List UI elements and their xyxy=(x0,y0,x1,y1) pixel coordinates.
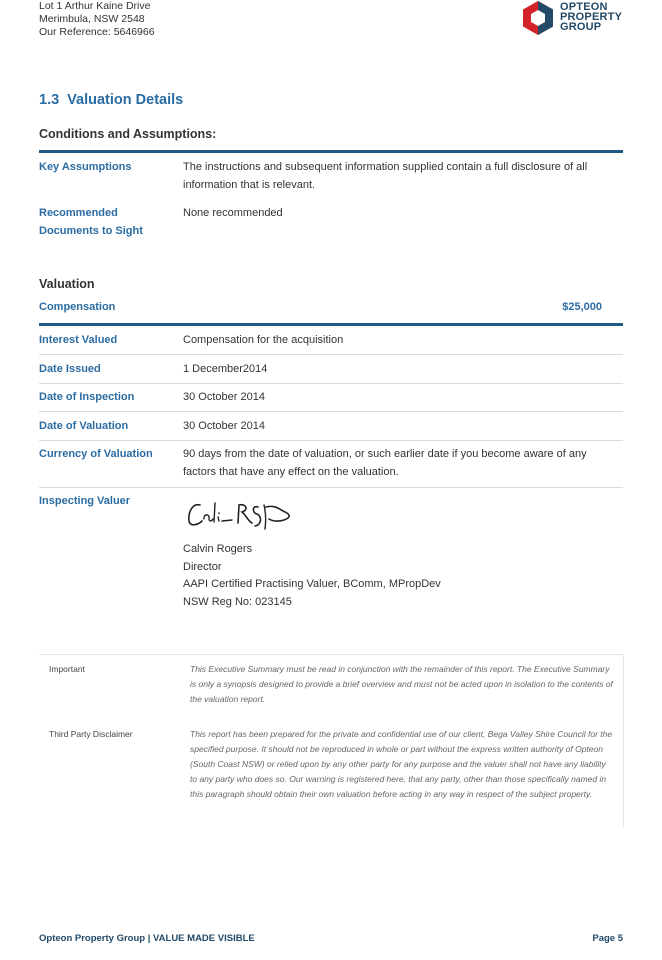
logo-line-3: GROUP xyxy=(560,21,602,33)
row-divider xyxy=(39,354,623,355)
date-of-valuation-label: Date of Valuation xyxy=(39,420,129,432)
third-party-disclaimer-text: This report has been prepared for the private and confidential use of our client, Bega Valley Shire Council for the specified purpose. It should not be reproduced in whole or part without the express written authority of Opteon (South Coast NSW) or relied upon by any other party for any purpose and the valuer shall not have any liability to any party who does so. Our warning is registered here, that any party, other than those specifically named in this paragraph should obtain their own valuation before acting in any way in respect of the subject property. xyxy=(190,729,613,799)
row-divider xyxy=(39,411,623,412)
logo-wordmark xyxy=(560,2,622,32)
valuer-title: Director xyxy=(183,560,222,573)
date-issued-value: 1 December2014 xyxy=(183,363,268,375)
important-label: Important xyxy=(49,664,85,674)
important-text: This Executive Summary must be read in conjunction with the remainder of this report. The Executive Summary is only a synopsis designed to provide a brief overview and must not be acted upon in isolation to the contents of the valuation report. xyxy=(190,664,613,704)
valuer-signature xyxy=(186,499,301,531)
section-number: 1.3 xyxy=(39,92,60,108)
date-of-valuation-value: 30 October 2014 xyxy=(183,420,265,432)
row-divider xyxy=(39,383,623,384)
valuer-registration: NSW Reg No: 023145 xyxy=(183,595,292,608)
key-assumptions-value: The instructions and subsequent information supplied contain a full disclosure of all information that is relevant. xyxy=(183,161,588,191)
valuer-credentials: AAPI Certified Practising Valuer, BComm, MPropDev xyxy=(183,578,441,590)
date-of-inspection-value: 30 October 2014 xyxy=(183,391,265,403)
row-divider xyxy=(39,440,623,441)
date-issued-label: Date Issued xyxy=(39,363,101,375)
section-heading xyxy=(39,92,183,108)
address-line-1: Lot 1 Arthur Kaine Drive xyxy=(39,0,151,12)
logo-line-1: OPTEON xyxy=(560,1,608,13)
address-block xyxy=(39,0,155,39)
section-title: Valuation Details xyxy=(67,92,184,108)
inspecting-valuer-label: Inspecting Valuer xyxy=(39,495,131,507)
opteon-logo xyxy=(520,0,630,36)
recommended-documents-value: None recommended xyxy=(183,207,283,219)
compensation-label: Compensation xyxy=(39,301,116,313)
opteon-hexagon-icon xyxy=(520,0,556,36)
key-assumptions-label: Key Assumptions xyxy=(39,161,132,173)
reference: Our Reference: 5646966 xyxy=(39,26,155,38)
address-line-2: Merimbula, NSW 2548 xyxy=(39,13,145,25)
valuer-details xyxy=(183,541,608,611)
third-party-disclaimer-label: Third Party Disclaimer xyxy=(49,729,133,739)
date-of-inspection-label: Date of Inspection xyxy=(39,391,135,403)
footer-company: Opteon Property Group | VALUE MADE VISIBLE xyxy=(39,933,255,944)
valuation-rule xyxy=(39,323,623,326)
compensation-value: $25,000 xyxy=(562,301,602,313)
currency-of-valuation-value: 90 days from the date of valuation, or such earlier date if you become aware of any factors that have any effect on the valuation. xyxy=(183,448,587,478)
interest-valued-value: Compensation for the acquisition xyxy=(183,334,344,346)
valuation-heading: Valuation xyxy=(39,277,95,291)
currency-of-valuation-label: Currency of Valuation xyxy=(39,448,153,460)
conditions-heading: Conditions and Assumptions: xyxy=(39,127,217,141)
valuer-name: Calvin Rogers xyxy=(183,543,253,555)
page-number: Page 5 xyxy=(592,933,623,944)
interest-valued-label: Interest Valued xyxy=(39,334,118,346)
row-divider xyxy=(39,487,623,488)
recommended-documents-label: Recommended Documents to Sight xyxy=(39,207,143,237)
logo-line-2: PROPERTY xyxy=(560,11,623,23)
conditions-rule xyxy=(39,150,623,153)
